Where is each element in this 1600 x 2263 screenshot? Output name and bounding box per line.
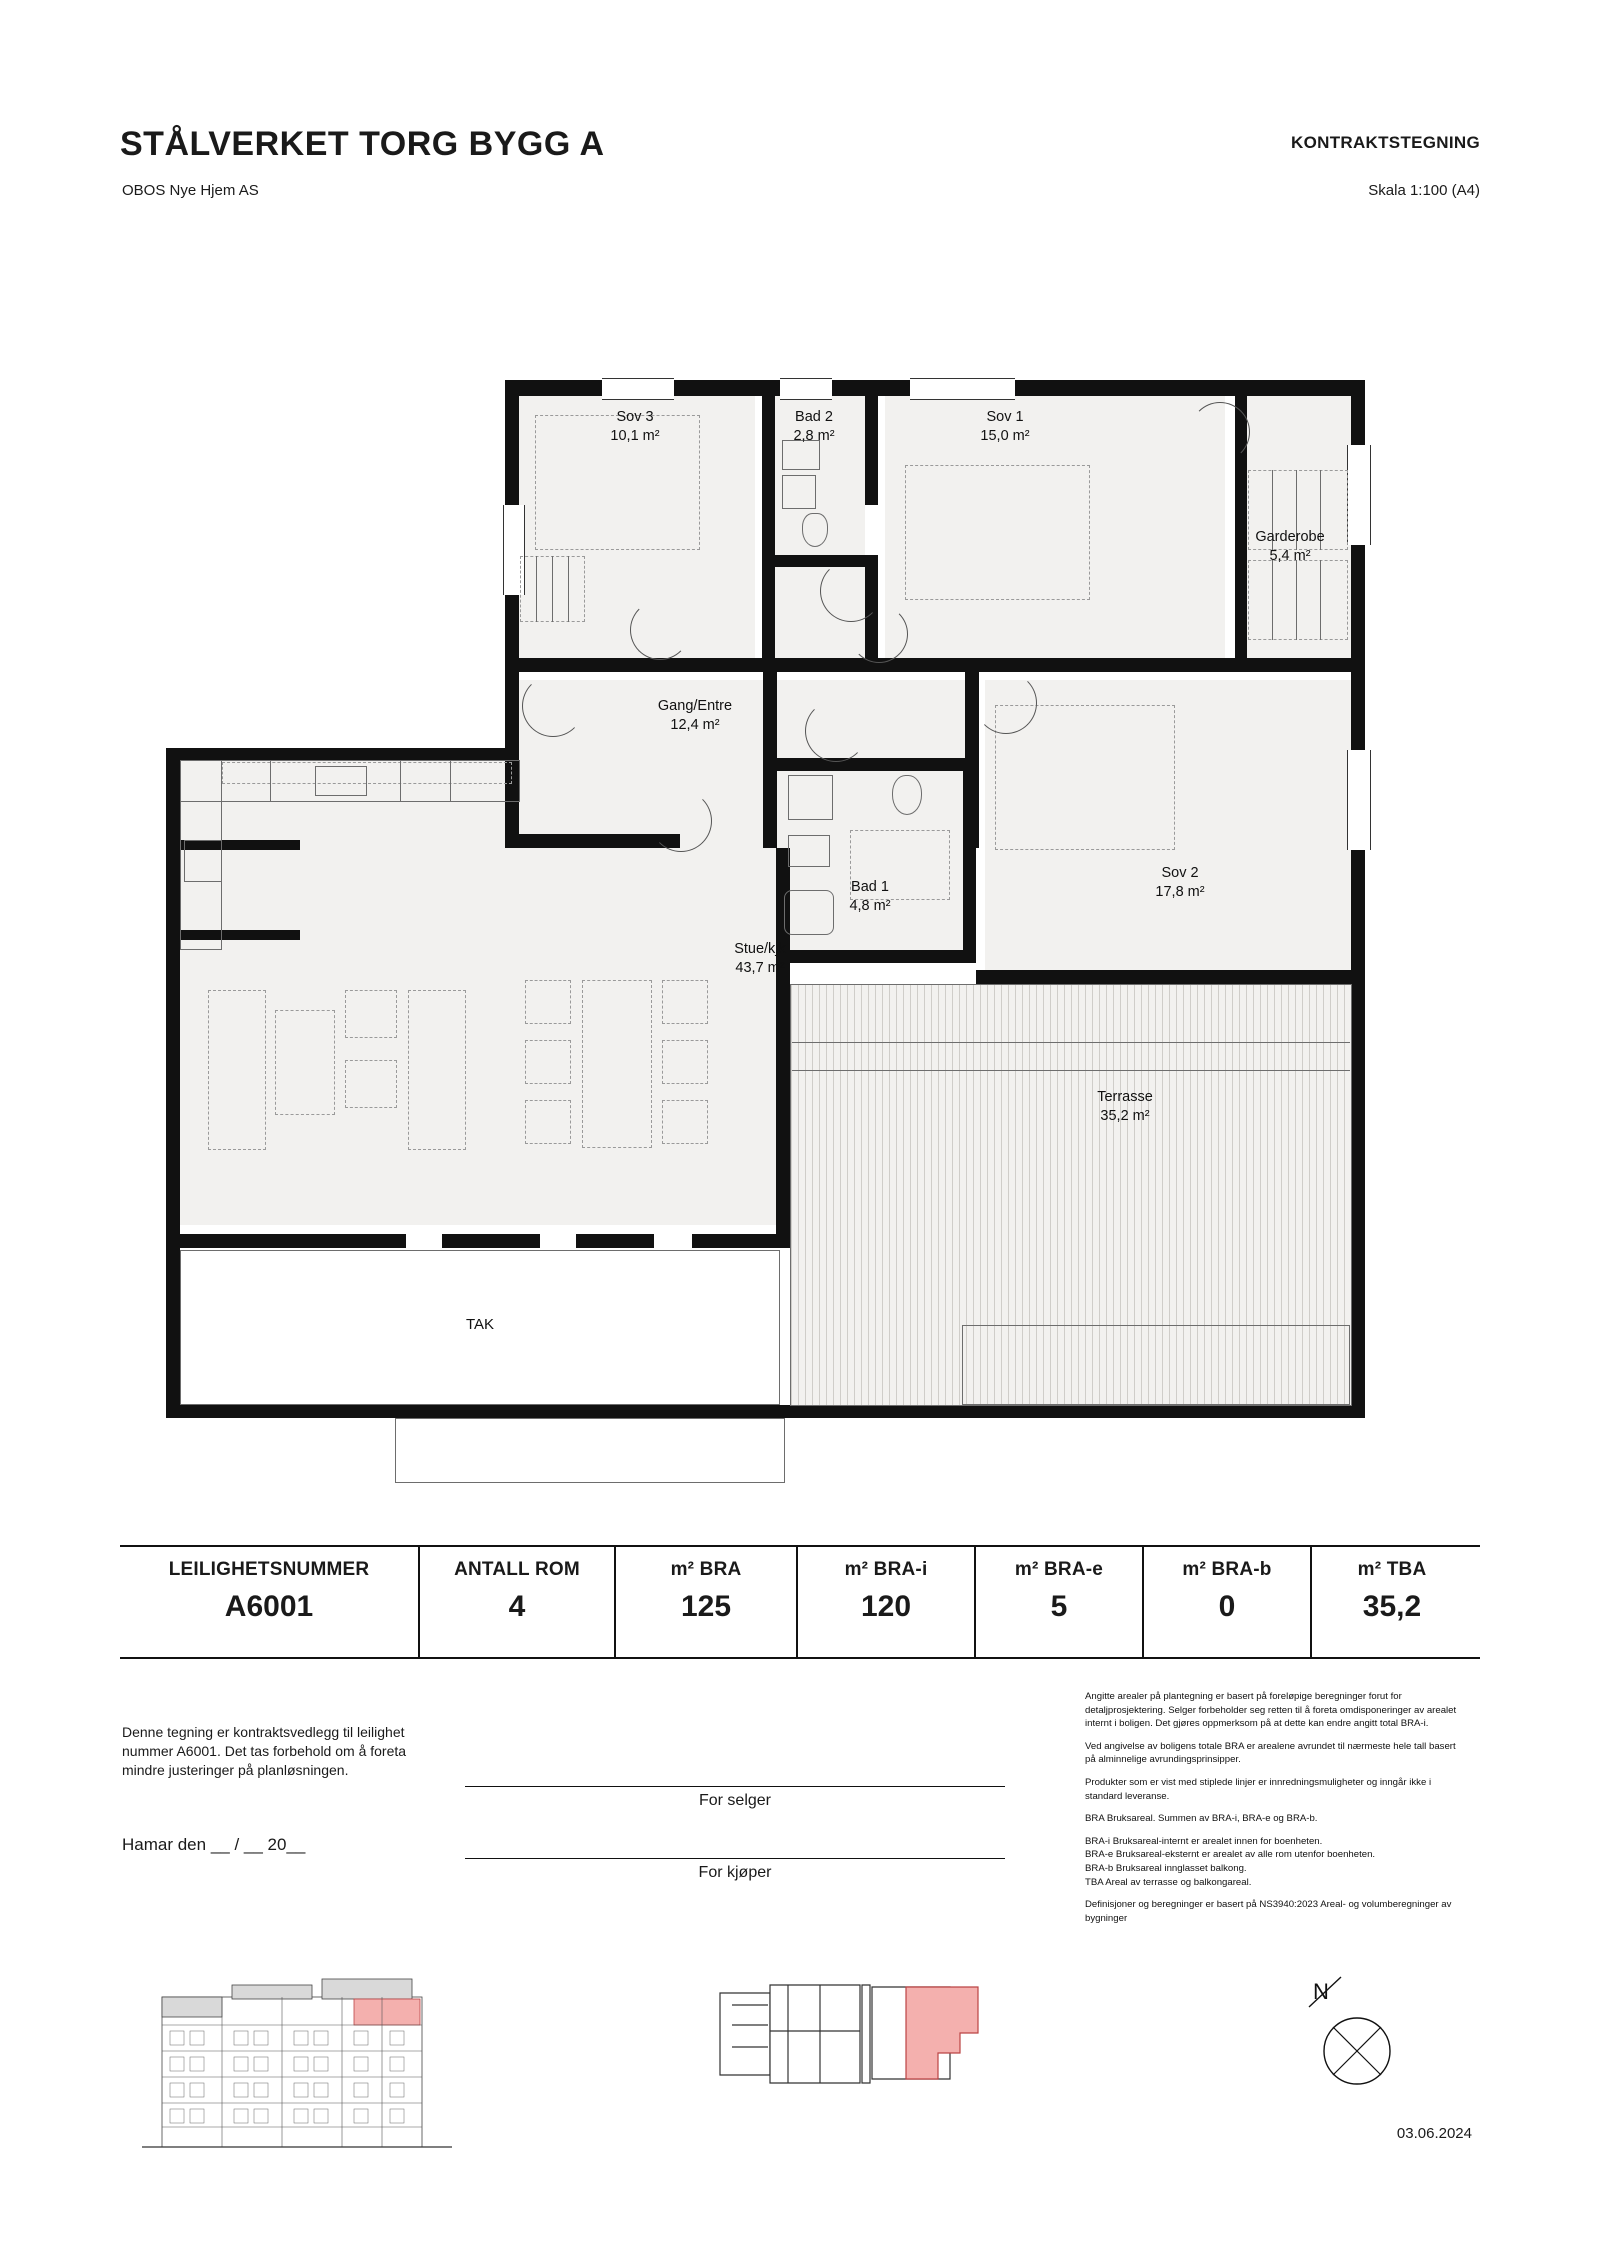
fixture-toilet-bad1 (892, 775, 922, 815)
furniture-sofa-1 (208, 990, 266, 1150)
window-stue-bottom-2 (540, 1232, 576, 1250)
table-col-apartment (120, 1547, 418, 1657)
window-right-2 (1347, 750, 1371, 850)
developer-name: OBOS Nye Hjem AS (122, 182, 259, 199)
sheet-header (120, 125, 1480, 235)
table-header-rooms: ANTALL ROM (454, 1559, 580, 1580)
fixture-shower-bad1 (788, 775, 833, 820)
signature-line-seller (465, 1786, 1005, 1787)
contract-note: Denne tegning er kontraktsvedlegg til leilighet nummer A6001. Det tas forbehold om å foreta mindre justeringer på planløsningen. (122, 1724, 407, 1778)
kitchen-stove (184, 840, 222, 882)
furniture-dining-chair-5 (662, 1040, 708, 1084)
table-value-brae: 5 (1050, 1590, 1068, 1623)
label-sov1: Sov 1 15,0 m² (980, 409, 1030, 445)
document-type: KONTRAKTSTEGNING (1291, 133, 1480, 152)
door-sov1 (850, 605, 908, 663)
kitchen-cabinets-upper (222, 762, 512, 784)
garderobe-line-6 (1320, 560, 1321, 640)
kitchen-div-3 (450, 760, 451, 802)
furniture-bed-sov1 (905, 465, 1090, 600)
table-value-bra: 125 (680, 1590, 732, 1623)
table-value-rooms: 4 (508, 1590, 526, 1623)
table-value-brai: 120 (860, 1590, 912, 1623)
garderobe-line-5 (1296, 560, 1297, 640)
table-value-brab: 0 (1218, 1590, 1236, 1623)
garderobe-line-4 (1272, 560, 1273, 640)
door-stue (650, 790, 712, 852)
window-top-2 (780, 378, 832, 400)
kitchen-sink (315, 766, 367, 796)
label-garderobe: Garderobe 5,4 m² (1255, 529, 1325, 565)
furniture-chair-1 (345, 990, 397, 1038)
signature-caption-seller: For selger (698, 1792, 772, 1809)
apartment-data-table (120, 1545, 1480, 1659)
kitchen-div-1 (270, 760, 271, 802)
label-bad1: Bad 1 4,8 m² (849, 879, 891, 915)
table-col-rooms (418, 1547, 614, 1657)
legal-note-9: Definisjoner og beregninger er basert på NS3940:2023 Areal- og volumberegninger av bygninger (1085, 1899, 1452, 1924)
wall-stue-left (166, 748, 180, 1248)
legal-note-8: TBA Areal av terrasse og balkongareal. (1085, 1876, 1252, 1888)
label-terrasse: Terrasse 35,2 m² (1097, 1089, 1153, 1125)
wall-terrace-right (1351, 984, 1365, 1414)
legal-note-3: Produkter som er vist med stiplede linjer er innredningsmuligheter og inngår ikke i standard leveranse. (1085, 1777, 1432, 1802)
wardrobe-line-1 (536, 556, 537, 622)
legal-note-6: BRA-e Bruksareal-eksternt er arealet av alle rom utenfor boenheten. (1085, 1849, 1376, 1861)
fixture-shower-bad2 (782, 475, 816, 509)
label-sov2: Sov 2 17,8 m² (1155, 865, 1205, 901)
furniture-dining-chair-2 (525, 1040, 571, 1084)
table-col-bra (614, 1547, 796, 1657)
furniture-chair-2 (345, 1060, 397, 1108)
wall-bad1-top (776, 758, 976, 771)
table-header-apartment: LEILIGHETSNUMMER (168, 1559, 370, 1580)
page-title: STÅLVERKET TORG BYGG A (120, 125, 605, 163)
label-stue: Stue/kjk 43,7 m² (734, 941, 786, 977)
wall-tak-bottom (166, 1405, 1365, 1418)
compass-rose (1295, 1965, 1425, 2105)
table-header-brai: m² BRA-i (844, 1559, 928, 1580)
terrace-divider-2 (792, 1070, 1350, 1071)
wall-tak-left (166, 1248, 180, 1418)
legal-note-5: BRA-i Bruksareal-internt er arealet innen for boenheten. (1085, 1835, 1323, 1847)
table-col-tba (1310, 1547, 1472, 1657)
furniture-dining-chair-4 (662, 980, 708, 1024)
furniture-dining-chair-6 (662, 1100, 708, 1144)
table-header-brab: m² BRA-b (1182, 1559, 1272, 1580)
table-header-brae: m² BRA-e (1014, 1559, 1104, 1580)
wall-stue-bottom2 (440, 1234, 540, 1248)
legal-notes (1085, 1690, 1465, 1935)
label-tak: TAK (465, 1316, 495, 1333)
fixture-sink-bad1 (788, 835, 830, 867)
legal-note-4: BRA Bruksareal. Summen av BRA-i, BRA-e og BRA-b. (1085, 1813, 1318, 1825)
scale-label: Skala 1:100 (A4) (1368, 182, 1480, 199)
table-value-apartment: A6001 (224, 1590, 314, 1623)
table-value-tba: 35,2 (1362, 1590, 1422, 1623)
legal-note-7: BRA-b Bruksareal innglasset balkong. (1085, 1863, 1247, 1875)
drawing-date: 03.06.2024 (1396, 2125, 1472, 2142)
door-entre (522, 675, 584, 737)
door-sov2 (975, 672, 1037, 734)
label-bad2: Bad 2 2,8 m² (793, 409, 835, 445)
place-date-line: Hamar den __ / __ 20__ (122, 1835, 306, 1854)
wall-stue-bottom (166, 1234, 406, 1248)
furniture-dining-chair-3 (525, 1100, 571, 1144)
wardrobe-line-3 (568, 556, 569, 622)
furniture-dining-chair-1 (525, 980, 571, 1024)
signature-line-buyer (465, 1858, 1005, 1859)
wall-bad1-right (963, 758, 976, 963)
furniture-table-1 (275, 1010, 335, 1115)
furniture-dining-table (582, 980, 652, 1148)
floor-plan (150, 370, 1450, 1480)
wall-sov2-bottom (976, 970, 1365, 984)
door-sov3 (630, 600, 690, 660)
furniture-wardrobe-garderobe-2 (1248, 560, 1348, 640)
label-gang: Gang/Entre 12,4 m² (657, 698, 733, 734)
wall-stue-bottom3 (575, 1234, 655, 1248)
compass-north-label: N (1313, 1979, 1329, 2004)
kitchen-div-2 (400, 760, 401, 802)
legal-note-2: Ved angivelse av boligens totale BRA er arealene avrundet til nærmeste hele tall basert på alminnelige avrundingsprinsipper. (1085, 1740, 1456, 1766)
building-elevation-thumbnail (122, 1955, 492, 2165)
key-plan-thumbnail (710, 1975, 1040, 2095)
label-sov3: Sov 3 10,1 m² (610, 409, 660, 445)
window-stue-bottom-3 (654, 1232, 692, 1250)
window-top-1 (602, 378, 674, 400)
table-col-brab (1142, 1547, 1310, 1657)
tak-extension (395, 1418, 785, 1483)
wardrobe-line-2 (552, 556, 553, 622)
window-stue-bottom-1 (406, 1232, 442, 1250)
door-garderobe (1190, 402, 1250, 462)
door-bad1 (805, 700, 867, 762)
fixture-toilet-bad2 (802, 513, 828, 547)
legal-note-1: Angitte arealer på plantegning er basert på foreløpige beregninger forut for detaljprosjektering. Selger forbeholder seg retten til å foreta omdisponeringer av arealet internt i boligen. Det gjøres oppmerksom på at dette kan endre angitt total BRA-i. (1085, 1691, 1457, 1730)
furniture-sofa-2 (408, 990, 466, 1150)
wall-stue-bottom4 (690, 1234, 790, 1248)
table-col-brae (974, 1547, 1142, 1657)
signature-caption-buyer: For kjøper (698, 1864, 772, 1881)
table-header-bra: m² BRA (670, 1559, 742, 1580)
table-col-brai (796, 1547, 974, 1657)
window-top-3 (910, 378, 1015, 400)
terrace-inner-edge (962, 1325, 1350, 1405)
terrace-divider-1 (792, 1042, 1350, 1043)
table-header-tba: m² TBA (1357, 1559, 1427, 1580)
